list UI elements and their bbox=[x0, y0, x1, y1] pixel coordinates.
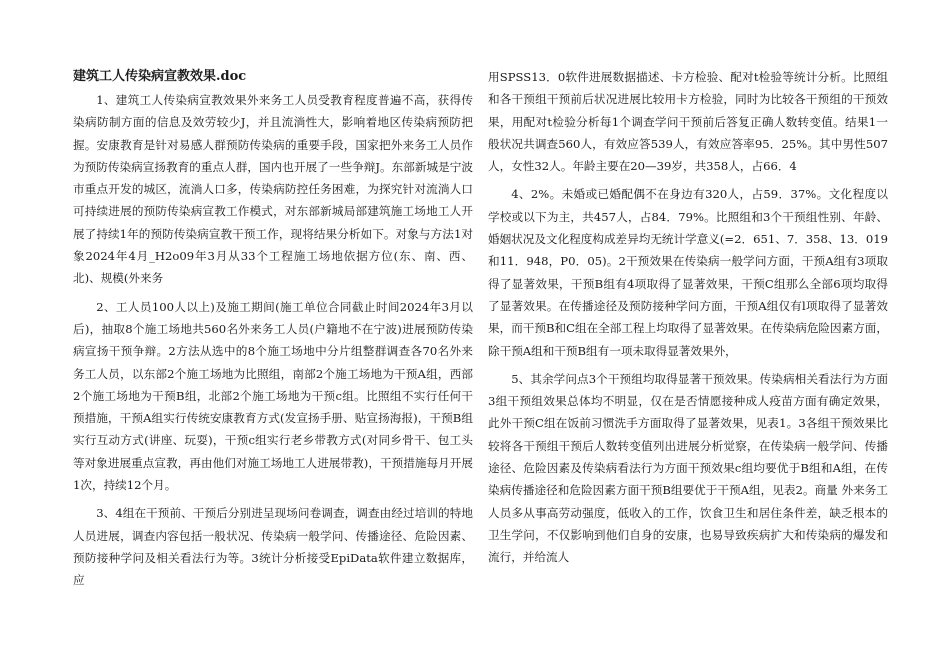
paragraph-5: 5、其余学问点3个干预组均取得显著干预效果。传染病相关看法行为方面3组干预组效果总体均不明显，仅在是否情愿接种成人疫苗方面有确定效果，此外干预C组在饭前习惯洗手方面取得了显著效果，见表1。3各组干预效果比较将各干预组干预后人数转变值列出进展分析觉察，在传染病一般学问、传播途径、危险因素及传染病看法行为方面干预效果c组均要优于B组和A组，在传染病传播途径和危险因素方面干预B组要优于干预A组，见表2。商量 外来务工人员多从事高劳动强度，低收入的工作，饮食卫生和居住条件差，缺乏根本的卫生学问，不仅影响到他们自身的安康，也易导致疾病扩大和传染病的爆发和流行，并给流人 bbox=[488, 371, 888, 565]
paragraph-1: 1、建筑工人传染病宣教效果外来务工人员受教育程度普遍不高，获得传染病防制方面的信息及效劳较少J，并且流淌性大，影响着地区传染病预防把握。安康教育是针对易感人群预防传染病的重要手段，国家把外来务工人员作为预防传染病宣扬教育的重点人群，国内也开展了一些争辩J。东部新城是宁波市重点开发的城区，流淌人口多，传染病防控任务困难，为探究针对流淌人口可持续进展的预防传染病宣教工作模式，对东部新城局部建筑施工场地工人开展了持续1年的预防传染病宣教干预工作，现将结果分析如下。对象与方法1对象2024年4月_H2o09年3月从33个工程施工场地依据方位(东、南、西、北)、规模(外来务 bbox=[73, 93, 473, 286]
paragraph-4: 4、2%。未婚或已婚配偶不在身边有320人，占59．37%。文化程度以学校或以下为主，共457人，占84．79%。比照组和3个干预组性别、年龄、婚姻状况及文化程度构成差异均无统计学意义(=2．651、7．358、13．019和11．948，P0．05)。2干预效果在传染病一般学问方面，干预A组有3项取得了显著效果，干预B组有4项取得了显著效果，干预C组那么全部6项均取得了显著效果。在传播途径及预防接种学问方面，干预A组仅有l项取得了显著效果，而干预B和C组在全部工程上均取得了显著效果。在传染病危险因素方面，除干预A组和干预B组有一项未取得显著效果外， bbox=[488, 187, 888, 358]
paragraph-3-continued: 用SPSS13．0软件进展数据描述、卡方检验、配对t检验等统计分析。比照组和各干预组干预前后状况进展比较用卡方检验，同时为比较各干预组的干预效果，用配对t检验分析每1个调查学问干预前后答复正确人数转变值。结果1一般状况共调查560人，有效应答539人，有效应答率95．25%。其中男性507人，女性32人。年龄主要在20—39岁，共358人，占66．4 bbox=[488, 70, 888, 174]
left-column bbox=[73, 66, 473, 592]
paragraph-2: 2、工人员100人以上)及施工期间(施工单位合同截止时间2024年3月以后)，抽取8个施工场地共560名外来务工人员(户籍地不在宁波)进展预防传染病宣扬干预争辩。2方法从选中的8个施工场地中分片组整群调查各70名外来务工人员，以东部2个施工场地为比照组，南部2个施工场地为干预A组，西部2个施工场地为干预B组，北部2个施工场地为干预c组。比照组不实行任何干预措施，干预A组实行传统安康教育方式(发宣扬手册、贴宣扬海报)，干预B组实行互动方式(讲座、玩耍)，干预c组实行老乡带教方式(对同乡骨干、包工头等对象进展重点宣教，再由他们对施工场地工人进展带教)，干预措施每月开展1次，持续12个月。 bbox=[73, 299, 473, 493]
paragraph-3: 3、4组在干预前、干预后分别进呈现场问卷调查，调查由经过培训的特地人员进展，调查内容包括一般状况、传染病一般学问、传播途径、危险因素、预防接种学问及相关看法行为等。3统计分析接受EpiData软件建立数据库，应 bbox=[73, 506, 473, 588]
document-title: 建筑工人传染病宣教效果.doc bbox=[73, 69, 247, 84]
right-column bbox=[488, 66, 888, 569]
